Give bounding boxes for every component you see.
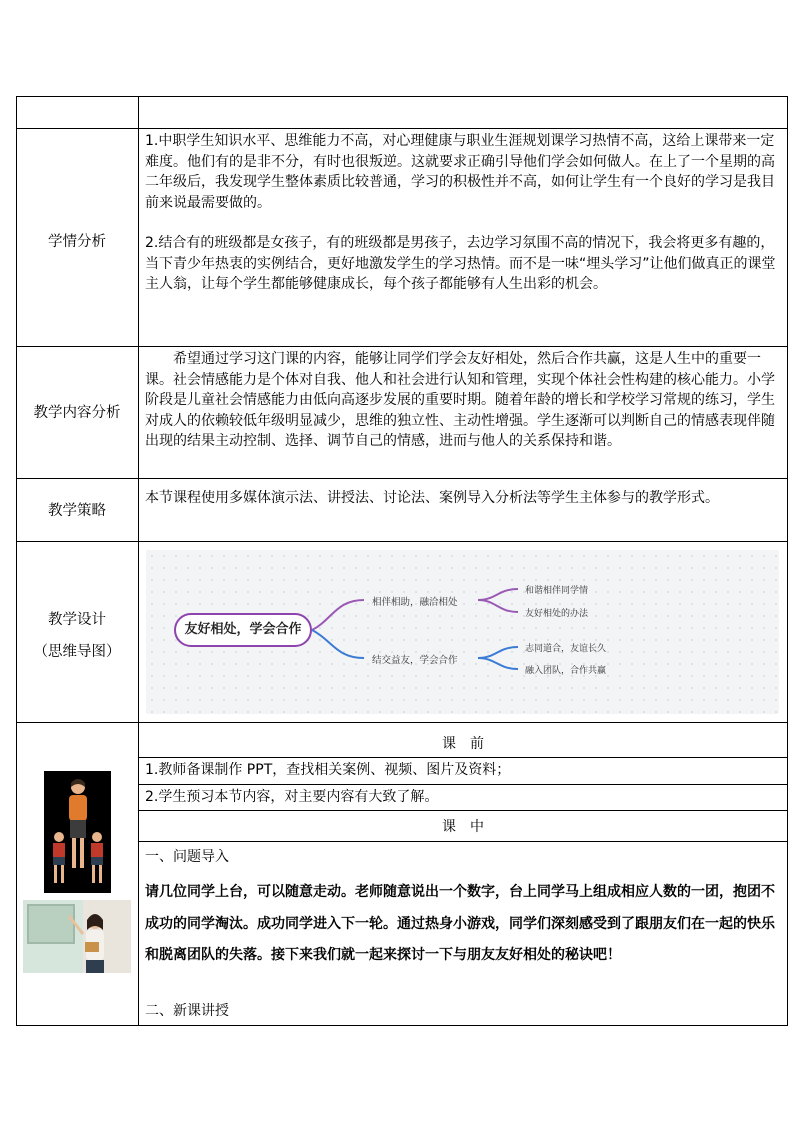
- before-class-item-1: 1.教师备课制作 PPT，查找相关案例、视频、图片及资料；: [145, 762, 511, 778]
- sub-row-divider: [138, 757, 788, 758]
- row-divider: [16, 346, 788, 347]
- row-divider: [16, 722, 788, 723]
- row-divider: [16, 541, 788, 542]
- table-border-right: [787, 96, 788, 1026]
- connector-branch2-leaf1: [478, 647, 518, 658]
- connector-branch1-leaf1: [478, 589, 518, 600]
- table-border-bottom: [16, 1025, 788, 1026]
- mind-map: [146, 550, 779, 714]
- content-analysis-text: 希望通过学习这门课的内容，能够让同学们学会友好相处，然后合作共赢，这是人生中的重要一课。社会情感能力是个体对自我、他人和社会进行认知和管理，实现个体社会性构建的核心能力。小学阶段是儿童社会情感能力由低向高逐步发展的重要时期。随着年龄的增长和学校学习常规的练习，学生对成人的依赖较低年级明显减少，思维的独立性、主动性增强。学生逐渐可以判断自己的情感表现伴随出现的结果主动控制、选择、调节自己的情感，进而与他人的关系保持和谐。: [145, 351, 775, 449]
- before-class-title: 课 前: [442, 736, 484, 752]
- mind-map-root: 友好相处，学会合作: [174, 613, 312, 647]
- connector-root-branch2: [312, 630, 364, 658]
- section-heading-2: 二、新课讲授: [145, 1003, 229, 1019]
- design-label-line2: （思维导图）: [33, 644, 121, 660]
- content-analysis-label: 教学内容分析: [33, 405, 121, 421]
- table-column-divider: [138, 96, 139, 1026]
- connector-branch1-leaf2: [478, 600, 518, 612]
- sub-row-divider: [138, 784, 788, 785]
- mind-map-branch-1: 相伴相助，融洽相处: [372, 597, 458, 608]
- design-label-line1: 教学设计: [48, 612, 106, 628]
- mind-map-branch-2: 结交益友，学会合作: [372, 655, 458, 666]
- strategy-text: 本节课程使用多媒体演示法、讲授法、讨论法、案例导入分析法等学生主体参与的教学形式。: [145, 490, 719, 506]
- analysis-paragraph-1: 1.中职学生知识水平、思维能力不高，对心理健康与职业生涯规划课学习热情不高，这给上课带来一定难度。他们有的是非不分，有时也很叛逆。这就要求正确引导他们学会如何做人。在上了一个星期的高二年级后，我发现学生整体素质比较普通，学习的积极性并不高，如何让学生有一个良好的学习是我目前来说最需要做的。: [145, 133, 775, 211]
- sub-row-divider: [138, 841, 788, 842]
- during-class-title: 课 中: [442, 819, 484, 835]
- teacher-classroom-illustration: [23, 900, 131, 973]
- mind-map-leaf: 志同道合，友谊长久: [525, 644, 607, 654]
- mind-map-leaf: 融入团队，合作共赢: [525, 666, 607, 676]
- analysis-paragraph-2: 2.结合有的班级都是女孩子，有的班级都是男孩子，去边学习氛围不高的情况下，我会将更多有趣的，当下青少年热衷的实例结合，更好地激发学生的学习热情。而不是一味“埋头学习”让他们做真正的课堂主人翁，让每个学生都能够健康成长，每个孩子都能够有人生出彩的机会。: [145, 235, 776, 292]
- mind-map-leaf: 友好相处的办法: [525, 609, 589, 619]
- connector-branch2-leaf2: [478, 658, 518, 669]
- analysis-label: 学情分析: [48, 234, 106, 250]
- table-border-top: [16, 96, 788, 97]
- connector-root-branch1: [312, 600, 364, 630]
- row-divider: [16, 128, 788, 129]
- teacher-students-illustration: [44, 771, 111, 893]
- section-heading-1: 一、问题导入: [145, 849, 229, 865]
- row-divider: [16, 478, 788, 479]
- mind-map-leaf: 和谐相伴同学情: [525, 586, 589, 596]
- before-class-item-2: 2.学生预习本节内容，对主要内容有大致了解。: [145, 789, 439, 805]
- warmup-game-text: 请几位同学上台，可以随意走动。老师随意说出一个数字，台上同学马上组成相应人数的一团，抱团不成功的同学淘汰。成功同学进入下一轮。通过热身小游戏，同学们深刻感受到了跟朋友们在一起的快乐和脱离团队的失落。接下来我们就一起来探讨一下与朋友友好相处的秘诀吧！: [145, 884, 775, 963]
- strategy-label: 教学策略: [48, 503, 106, 519]
- sub-row-divider: [138, 810, 788, 811]
